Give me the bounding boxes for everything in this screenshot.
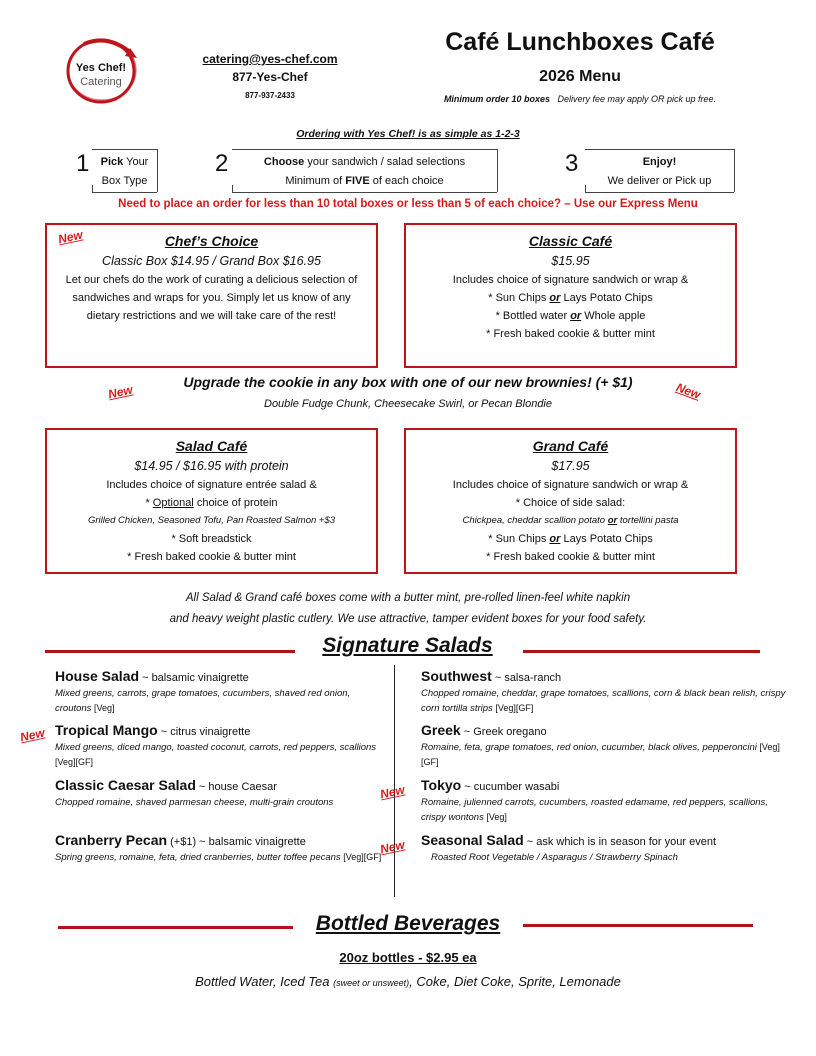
beverages-rule-right xyxy=(523,924,753,927)
salad-description: Romaine, feta, grape tomatoes, red onion, cucumber, black olives, pepperoncini xyxy=(421,742,757,753)
page-subtitle: 2026 Menu xyxy=(539,68,621,85)
express-menu-notice[interactable]: Need to place an order for less than 10 total boxes or less than 5 of each choice? – Use our Express Menu xyxy=(118,198,698,210)
salad-description: Mixed greens, carrots, grape tomatoes, cucumbers, shaved red onion, croutons xyxy=(55,688,351,714)
salad-item-seasonal xyxy=(421,833,791,865)
contact-email-link[interactable]: catering@yes-chef.com xyxy=(202,52,338,66)
all-boxes-note-line1: All Salad & Grand café boxes come with a butter mint, pre-rolled linen-feel white napkin xyxy=(185,592,631,604)
salad-description: Roasted Root Vegetable / Asparagus / Strawberry Spinach xyxy=(431,852,678,863)
salads-rule-right xyxy=(523,650,760,653)
salad-dressing: ~ ask which is in season for your event xyxy=(523,836,717,848)
step-3-number: 3 xyxy=(565,150,579,177)
step-1-line2: Box Type xyxy=(101,175,148,187)
salad-name: Seasonal Salad xyxy=(421,832,524,848)
minimum-order-note xyxy=(370,94,790,104)
new-badge-tropical-mango: New xyxy=(18,725,46,745)
salad-dressing: ~ salsa-ranch xyxy=(491,672,562,684)
step-3-box xyxy=(585,149,735,192)
new-badge-chefs-choice: New xyxy=(56,227,84,247)
brownie-options: Double Fudge Chunk, Cheesecake Swirl, or Pecan Blondie xyxy=(264,398,552,410)
signature-salads-heading: Signature Salads xyxy=(322,634,493,657)
salad-item-classic-caesar xyxy=(55,778,385,810)
step-3-line2: We deliver or Pick up xyxy=(607,175,712,187)
salad-item-tropical-mango xyxy=(55,723,385,770)
classic-cafe-intro: Includes choice of signature sandwich or wrap & xyxy=(452,274,689,286)
beverages-list-post: , Coke, Diet Coke, Sprite, Lemonade xyxy=(409,974,621,989)
salad-dressing: ~ cucumber wasabi xyxy=(461,781,560,793)
chefs-choice-title: Chef’s Choice xyxy=(164,233,259,249)
salad-tags: [Veg][GF] xyxy=(492,703,534,713)
salad-cafe-item-protein: * Optional choice of protein xyxy=(145,497,278,509)
delivery-fee-note: Delivery fee may apply OR pick up free. xyxy=(557,94,717,104)
salad-extra-price: (+$1) xyxy=(167,836,197,848)
salad-name: Southwest xyxy=(421,668,492,684)
salad-name: Cranberry Pecan xyxy=(55,832,168,848)
salad-dressing: ~ house Caesar xyxy=(195,781,277,793)
salad-dressing: ~ balsamic vinaigrette xyxy=(139,672,249,684)
classic-cafe-item-chips: * Sun Chips or Lays Potato Chips xyxy=(488,292,653,304)
salad-cafe-item-cookie: * Fresh baked cookie & butter mint xyxy=(127,551,296,563)
salad-column-divider xyxy=(394,665,395,897)
contact-phone-number: 877-937-2433 xyxy=(245,91,295,100)
step-2-line1: your sandwich / salad selections xyxy=(304,156,466,168)
salad-dressing: ~ citrus vinaigrette xyxy=(157,726,251,738)
brownie-upgrade-headline: Upgrade the cookie in any box with one of our new brownies! (+ $1) xyxy=(183,374,633,390)
salad-cafe-item-breadstick: * Soft breadstick xyxy=(171,533,252,545)
salad-name: Classic Caesar Salad xyxy=(55,777,196,793)
salad-description: Romaine, julienned carrots, cucumbers, roasted edamame, red peppers, scallions, crispy wontons xyxy=(421,797,768,823)
salad-item-tokyo xyxy=(421,778,791,825)
salad-description: Mixed greens, diced mango, toasted coconut, carrots, red peppers, scallions xyxy=(55,742,377,753)
ordering-heading: Ordering with Yes Chef! is as simple as 1-2-3 xyxy=(296,128,520,140)
logo-text-catering: Catering xyxy=(80,76,122,88)
salad-description: Spring greens, romaine, feta, dried cranberries, butter toffee pecans xyxy=(55,852,341,863)
salad-item-house xyxy=(55,669,385,716)
beverages-list-pre: Bottled Water, Iced Tea xyxy=(195,974,334,989)
step-1-bold: Pick xyxy=(100,156,124,168)
bottled-beverages-heading: Bottled Beverages xyxy=(315,912,501,935)
salad-description: Chopped romaine, shaved parmesan cheese, multi-grain croutons xyxy=(55,797,334,808)
grand-cafe-item-cookie: * Fresh baked cookie & butter mint xyxy=(486,551,655,563)
salad-cafe-box xyxy=(45,428,378,574)
new-badge-upgrade-left: New xyxy=(106,382,134,402)
chefs-choice-price: Classic Box $14.95 / Grand Box $16.95 xyxy=(102,254,321,268)
step-1-number: 1 xyxy=(76,150,90,177)
salad-name: Tokyo xyxy=(421,777,462,793)
new-badge-seasonal: New xyxy=(378,837,406,857)
iced-tea-options: (sweet or unsweet) xyxy=(333,978,410,988)
salad-cafe-intro: Includes choice of signature entrée salad & xyxy=(106,479,317,491)
chefs-choice-box xyxy=(45,223,378,368)
salad-tags: [Veg] xyxy=(483,812,507,822)
contact-phone-word: 877-Yes-Chef xyxy=(232,70,308,84)
beverages-price: 20oz bottles - $2.95 ea xyxy=(339,950,477,965)
salad-cafe-price: $14.95 / $16.95 with protein xyxy=(134,459,289,473)
salad-item-greek xyxy=(421,723,791,770)
classic-cafe-price: $15.95 xyxy=(551,254,590,268)
salad-cafe-title: Salad Café xyxy=(175,438,248,454)
step-2-bold: Choose xyxy=(263,156,305,168)
all-boxes-note-line2: and heavy weight plastic cutlery. We use attractive, tamper evident boxes for your food safety. xyxy=(169,613,647,625)
page-title: Café Lunchboxes Café xyxy=(445,28,715,56)
salad-dressing: ~ Greek oregano xyxy=(460,726,547,738)
beverages-rule-left xyxy=(58,926,293,929)
step-1-box xyxy=(92,149,158,192)
salad-name: Greek xyxy=(421,722,461,738)
logo-text-brand: Yes Chef! xyxy=(75,62,127,74)
salad-tags: [Veg] xyxy=(91,703,115,713)
classic-cafe-box xyxy=(404,223,737,368)
step-2-box xyxy=(232,149,498,192)
salad-item-cranberry-pecan xyxy=(55,833,385,865)
step-3-bold: Enjoy! xyxy=(642,156,677,168)
step-2-number: 2 xyxy=(215,150,229,177)
grand-cafe-title: Grand Café xyxy=(532,438,609,454)
salad-tags: [Veg][GF] xyxy=(340,852,382,862)
salad-name: Tropical Mango xyxy=(55,722,158,738)
grand-cafe-side-options: Chickpea, cheddar scallion potato or tortellini pasta xyxy=(462,515,679,526)
salad-tags: [Veg][GF] xyxy=(55,757,94,767)
chefs-choice-description: Let our chefs do the work of curating a delicious selection of sandwiches and wraps for you. Simply let us know of any dietary restrictions and we will take care of the rest! xyxy=(65,274,358,322)
beverages-list xyxy=(0,974,816,989)
salad-tags: [Veg][GF] xyxy=(421,742,780,767)
salad-item-southwest xyxy=(421,669,791,716)
grand-cafe-intro: Includes choice of signature sandwich or wrap & xyxy=(452,479,689,491)
grand-cafe-item-side-salad: * Choice of side salad: xyxy=(515,497,626,509)
salad-name: House Salad xyxy=(55,668,140,684)
classic-cafe-item-drink: * Bottled water or Whole apple xyxy=(495,310,646,322)
new-badge-tokyo: New xyxy=(378,782,406,802)
salads-rule-left xyxy=(45,650,295,653)
new-badge-upgrade-right: New xyxy=(674,380,703,402)
salad-dressing: ~ balsamic vinaigrette xyxy=(196,836,306,848)
step-2-line2-post: of each choice xyxy=(369,175,444,187)
step-1-line1: Your xyxy=(123,156,149,168)
all-boxes-note xyxy=(0,588,816,630)
salad-description: Chopped romaine, cheddar, grape tomatoes, scallions, corn & black bean relish, crispy corn tortilla strips xyxy=(421,688,786,714)
grand-cafe-box xyxy=(404,428,737,574)
classic-cafe-item-cookie: * Fresh baked cookie & butter mint xyxy=(486,328,655,340)
classic-cafe-title: Classic Café xyxy=(528,233,613,249)
grand-cafe-item-chips: * Sun Chips or Lays Potato Chips xyxy=(488,533,653,545)
step-2-line2-pre: Minimum of xyxy=(285,175,346,187)
grand-cafe-price: $17.95 xyxy=(551,459,590,473)
salad-cafe-protein-options: Grilled Chicken, Seasoned Tofu, Pan Roasted Salmon +$3 xyxy=(87,515,336,526)
minimum-order-bold: Minimum order 10 boxes xyxy=(443,94,550,104)
step-2-five: FIVE xyxy=(345,175,370,187)
